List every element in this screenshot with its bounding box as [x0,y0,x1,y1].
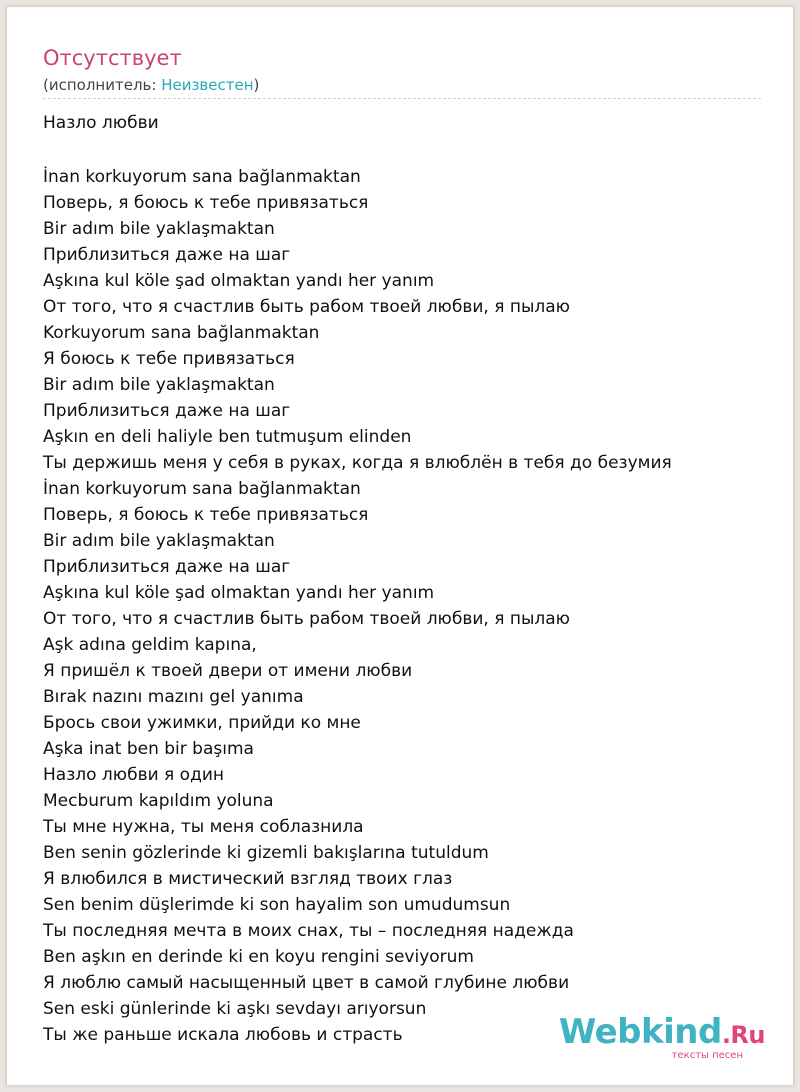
artist-suffix: ) [253,76,260,94]
brand-name: Webkind [558,1012,722,1052]
lyric-line: Ben senin gözlerinde ki gizemli bakışlarına tutuldum [43,843,489,863]
lyric-line: Брось свои ужимки, прийди ко мне [43,713,361,733]
lyric-line: Поверь, я боюсь к тебе привязаться [43,505,369,525]
lyric-line: Я боюсь к тебе привязаться [43,349,295,369]
song-name: Назло любви [43,113,159,133]
lyric-line: Aşkına kul köle şad olmaktan yandı her yanım [43,583,435,603]
header-divider [43,98,761,99]
lyric-line: Aşkına kul köle şad olmaktan yandı her yanım [43,271,435,291]
lyric-line: Назло любви я один [43,765,224,785]
lyric-line: Приблизиться даже на шаг [43,401,291,421]
lyric-line: Bir adım bile yaklaşmaktan [43,219,275,239]
brand-logo[interactable] [559,1013,765,1061]
lyrics-list [43,164,672,1048]
lyric-line: Я пришёл к твоей двери от имени любви [43,661,413,681]
lyric-line: Bir adım bile yaklaşmaktan [43,531,275,551]
brand-tld: .Ru [721,1021,765,1049]
lyric-line: Aşk adına geldim kapına, [43,635,257,655]
lyric-line: Aşkın en deli haliyle ben tutmuşum elinden [43,427,412,447]
lyric-line: Korkuyorum sana bağlanmaktan [43,323,320,343]
lyrics-sheet [6,6,794,1086]
brand-tagline: тексты песен [671,1050,743,1061]
lyric-line: Mecburum kapıldım yoluna [43,791,274,811]
artist-prefix: (исполнитель: [43,76,162,94]
lyric-line: İnan korkuyorum sana bağlanmaktan [43,479,361,499]
lyric-line: Aşka inat ben bir başıma [43,739,254,759]
lyric-line: Приблизиться даже на шаг [43,557,291,577]
brand-wordmark [559,1013,765,1054]
lyric-line: Sen benim düşlerimde ki son hayalim son umudumsun [43,895,511,915]
lyric-line: Sen eski günlerinde ki aşkı sevdayı arıyorsun [43,999,427,1019]
lyric-line: Ты же раньше искала любовь и страсть [43,1025,403,1045]
lyric-line: Поверь, я боюсь к тебе привязаться [43,193,369,213]
lyric-line: От того, что я счастлив быть рабом твоей любви, я пылаю [43,297,570,317]
lyric-line: Ben aşkın en derinde ki en koyu rengini seviyorum [43,947,474,967]
artist-line [43,75,259,95]
lyric-line: Я люблю самый насыщенный цвет в самой глубине любви [43,973,570,993]
lyric-line: İnan korkuyorum sana bağlanmaktan [43,167,361,187]
lyric-line: Ты мне нужна, ты меня соблазнила [43,817,364,837]
lyric-line: От того, что я счастлив быть рабом твоей любви, я пылаю [43,609,570,629]
artist-link[interactable]: Неизвестен [161,76,254,94]
lyric-line: Ты последняя мечта в моих снах, ты – последняя надежда [43,921,574,941]
lyric-line: Я влюбился в мистический взгляд твоих глаз [43,869,453,889]
lyric-line: Ты держишь меня у себя в руках, когда я влюблён в тебя до безумия [43,453,672,473]
lyric-line: Bırak nazını mazını gel yanıma [43,687,304,707]
lyric-line: Bir adım bile yaklaşmaktan [43,375,275,395]
page-title: Отсутствует [43,46,182,70]
lyric-line: Приблизиться даже на шаг [43,245,291,265]
